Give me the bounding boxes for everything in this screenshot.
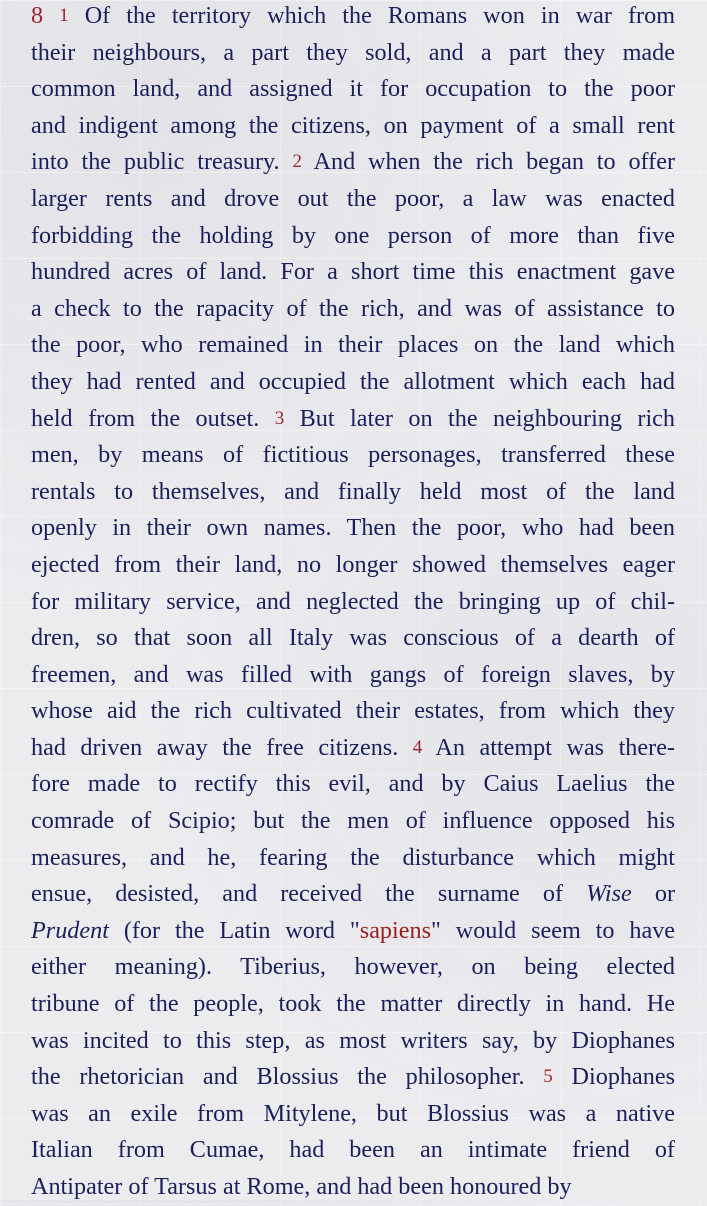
text-line: the rhetorician and Blossius the philosopher. 5 Diophanes [31,1063,675,1091]
document-body [31,0,675,1206]
text-line: had driven away the free citizens. 4 An attempt was there- [31,733,675,761]
text-line: forbidding the holding by one person of more than five [31,221,675,249]
text-line: and indigent among the citizens, on payment of a small rent [31,111,675,139]
sapiens-link[interactable]: sapiens [359,916,431,944]
text-line: Antipater of Tarsus at Rome, and had been honoured by [31,1173,572,1200]
text-line: whose aid the rich cultivated their estates, from which they [31,697,675,725]
text-line: openly in their own names. Then the poor, who had been [31,514,675,542]
section-marker: 4 [412,736,423,758]
text-line: dren, so that soon all Italy was conscious of a dearth of [31,624,675,652]
section-marker: 3 [274,407,285,429]
text-line: measures, and he, fearing the disturbance which might [31,843,675,871]
text-line: ensue, desisted, and received the surname of Wise or [31,880,675,908]
text-line: men, by means of fictitious personages, transferred these [31,441,675,469]
text-line: larger rents and drove out the poor, a law was enacted [31,184,675,212]
italic-word-wise: Wise [586,880,632,908]
text-line: Prudent (for the Latin word "sapiens" would seem to have [31,916,676,944]
text-line: fore made to rectify this evil, and by Caius Laelius the [31,770,675,798]
text-line: tribune of the people, took the matter directly in hand. He [31,990,675,1018]
text-line: into the public treasury. 2 And when the rich began to offer [31,148,676,176]
text-line: was an exile from Mitylene, but Blossius was a native [31,1099,675,1127]
text-line: ejected from their land, no longer showed themselves eager [31,550,675,578]
section-marker: 1 [59,5,69,26]
section-marker: 2 [292,151,302,173]
text-line: comrade of Scipio; but the men of influence opposed his [31,807,675,835]
text-line: either meaning). Tiberius, however, on being elected [31,953,675,981]
italic-word-prudent: Prudent [31,916,109,944]
text-line: common land, and assigned it for occupation to the poor [31,75,675,103]
text-line: for military service, and neglected the bringing up of chil- [31,587,675,615]
text-line: the poor, who remained in their places on the land which [31,331,675,359]
text-line: a check to the rapacity of the rich, and was of assistance to [31,294,675,322]
text-line: they had rented and occupied the allotment which each had [31,367,675,395]
text-line: Italian from Cumae, had been an intimate friend of [31,1136,675,1164]
text-line: was incited to this step, as most writers say, by Diophanes [31,1026,675,1054]
text-line: rentals to themselves, and finally held most of the land [31,477,675,505]
chapter-number: 8 [31,2,44,29]
text-line: 8 1 Of the territory which the Romans won in war from [31,2,676,29]
text-line: held from the outset. 3 But later on the neighbouring rich [31,404,675,432]
text-line: their neighbours, a part they sold, and a part they made [31,38,675,66]
section-marker: 5 [543,1066,553,1088]
text-line: hundred acres of land. For a short time this enactment gave [31,258,675,286]
text-line: freemen, and was filled with gangs of foreign slaves, by [31,660,675,688]
